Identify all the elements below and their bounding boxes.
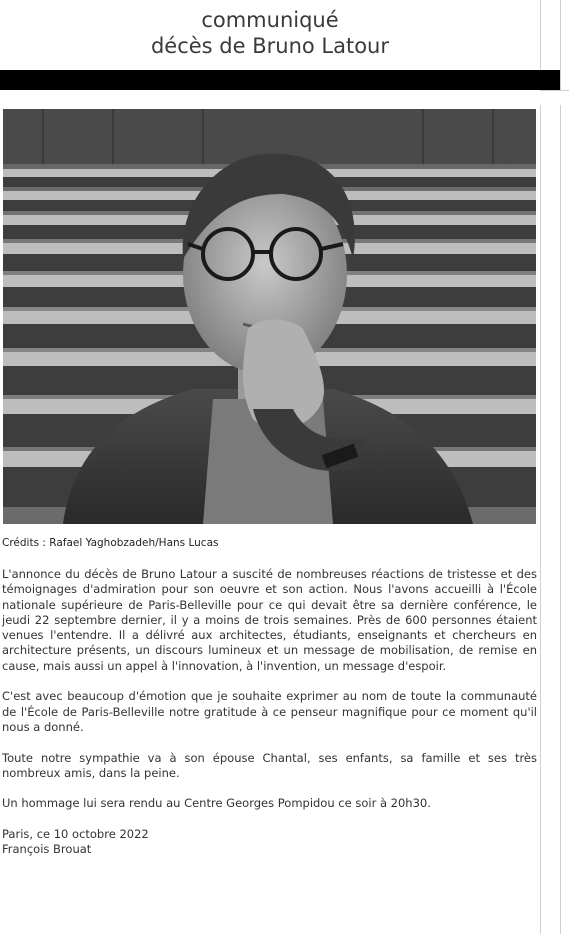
portrait-illustration	[3, 109, 536, 524]
header-divider-band	[0, 70, 560, 90]
paragraph-2: C'est avec beaucoup d'émotion que je souhaite exprimer au nom de toute la communauté de l'École de Paris-Belleville notre gratitude à ce penseur magnifique pour ce moment qu'il nous a donné.	[2, 689, 537, 734]
portrait-photo	[3, 109, 536, 524]
right-border-line	[540, 0, 541, 934]
paragraph-4: Un hommage lui sera rendu au Centre Georges Pompidou ce soir à 20h30.	[2, 796, 431, 811]
signature-place-date: Paris, ce 10 octobre 2022	[2, 827, 149, 842]
signature-block	[2, 827, 537, 858]
header	[0, 0, 540, 70]
photo-credits: Crédits : Rafael Yaghobzadeh/Hans Lucas	[2, 537, 219, 549]
paragraph-3: Toute notre sympathie va à son épouse Chantal, ses enfants, sa famille et ses très nombreux amis, dans la peine.	[2, 750, 537, 780]
header-divider-gap	[540, 90, 569, 105]
article-body	[2, 567, 537, 858]
page-title-line-1: communiqué	[201, 8, 339, 32]
outer-border-line	[560, 0, 561, 934]
paragraph-1: L'annonce du décès de Bruno Latour a suscité de nombreuses réactions de tristesse et des témoignages d'admiration pour son oeuvre et son action. Nous l'avons accueilli à l'École nationale supérieure de Paris-Belleville pour ce qui devait être sa dernière conférence, le jeudi 22 septembre dernier, il y a moins de trois semaines. Près de 600 personnes étaient venues l'entendre. Il a délivré aux architectes, étudiants, enseignants et chercheurs en architecture présents, un discours lumineux et un message de mobilisation, de remise en cause, mais aussi un appel à l'innovation, à l'invention, un message d'espoir.	[2, 567, 537, 673]
signature-name: François Brouat	[2, 842, 92, 857]
page-title-line-2: décès de Bruno Latour	[150, 34, 390, 58]
